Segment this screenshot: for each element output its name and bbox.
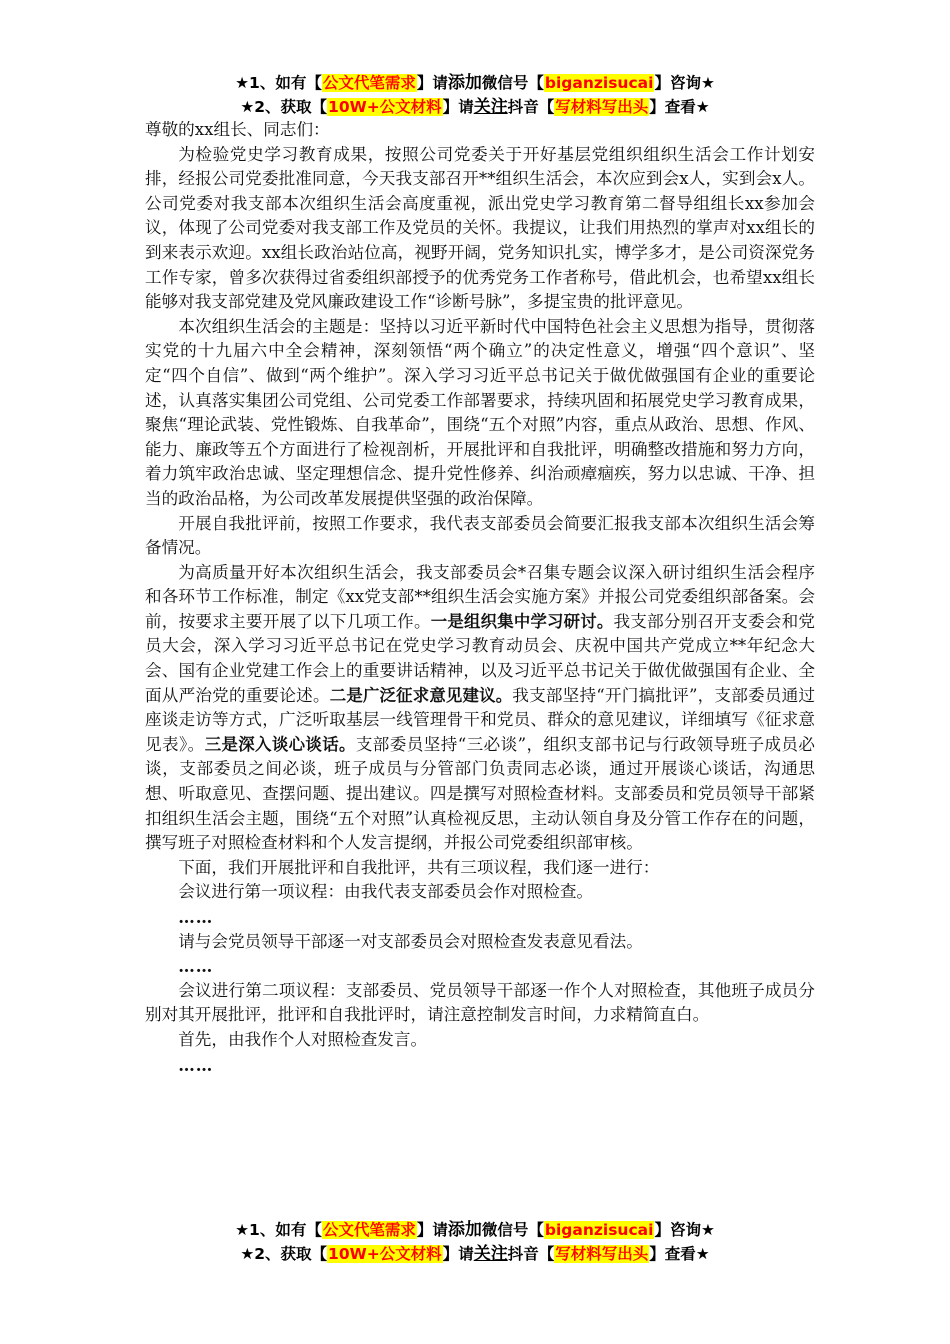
promo-banner-line-1: ★1、如有【公文代笔需求】请添加微信号【biganzisucai】咨询★ — [235, 73, 715, 93]
paragraph-report-intro: 开展自我批评前，按照工作要求，我代表支部委员会简要汇报我支部本次组织生活会筹备情况。 — [145, 513, 815, 558]
paragraph-preparation: 为高质量开好本次组织生活会，我支部委员会*召集专题会议深入研讨组织生活会程序和各环节工作标准，制定《xx党支部**组织生活会实施方案》并报公司党委组织部备案。会前，按要求主要开展了以下几项工作。一是组织集中学习研讨。我支部分别召开支委会和党员大会，深入学习习近平总书记在党史学习教育动员会、庆祝中国共产党成立**年纪念大会、国有企业党建工作会上的重要讲话精神，以及习近平总书记关于做优做强国有企业、全面从严治党的重要论述。二是广泛征求意见建议。我支部坚持“开门搞批评”，支部委员通过座谈走访等方式，广泛听取基层一线管理骨干和党员、群众的意见建议，详细填写《征求意见表》。三是深入谈心谈话。支部委员坚持“三必谈”，组织支部书记与行政领导班子成员必谈，支部委员之间必谈，班子成员与分管部门负责同志必谈，通过开展谈心谈话，沟通思想、听取意见、查摆问题、提出建议。四是撰写对照检查材料。支部委员和党员领导干部紧扣组织生活会主题，围绕“五个对照”认真检视反思，主动认领自身及分管工作存在的问题，撰写班子对照检查材料和个人发言提纲，并报公司党委组织部审核。 — [145, 562, 816, 853]
paragraph-agenda: 下面，我们开展批评和自我批评，共有三项议程，我们逐一进行： — [178, 857, 660, 877]
highlight-materials: 10W+公文材料 — [328, 1245, 442, 1263]
paragraph-item-2: 会议进行第二项议程：支部委员、党员领导干部逐一作个人对照检查，其他班子成员分别对其开展批评，批评和自我批评时，请注意控制发言时间，力求精简直白。 — [145, 980, 815, 1025]
highlight-douyin-account: 写材料写出头 — [555, 98, 649, 116]
salutation: 尊敬的xx组长、同志们： — [145, 120, 330, 139]
paragraph-comments: 请与会党员领导干部逐一对支部委员会对照检查发表意见看法。 — [178, 931, 643, 951]
highlight-service: 公文代笔需求 — [322, 1221, 416, 1239]
highlight-wechat-id: biganzisucai — [544, 74, 654, 92]
paragraph-opening: 为检验党史学习教育成果，按照公司党委关于开好基层党组织组织生活会工作计划安排，经报公司党委批准同意，今天我支部召开**组织生活会，本次应到会x人，实到会x人。公司党委对我支部本次组织生活会高度重视，派出党史学习教育第二督导组组长xx参加会议，体现了公司党委对我支部工作及党员的关怀。我提议，让我们用热烈的掌声对xx组长的到来表示欢迎。xx组长政治站位高，视野开阔，党务知识扎实，博学多才，是公司资深党务工作专家，曾多次获得过省委组织部授予的优秀党务工作者称号，借此机会，也希望xx组长能够对我支部党建及党风廉政建设工作“诊断号脉”，多提宝贵的批评意见。 — [145, 144, 815, 312]
ellipsis-1: …… — [178, 907, 214, 927]
highlight-materials: 10W+公文材料 — [328, 98, 442, 116]
ellipsis-2: …… — [178, 956, 214, 977]
promo-banner-line-2: ★2、获取【10W+公文材料】请关注抖音【写材料写出头】查看★ — [240, 97, 710, 117]
promo-banner-footer-line-2: ★2、获取【10W+公文材料】请关注抖音【写材料写出头】查看★ — [240, 1244, 710, 1264]
promo-banner-footer-line-1: ★1、如有【公文代笔需求】请添加微信号【biganzisucai】咨询★ — [235, 1220, 715, 1240]
highlight-wechat-id: biganzisucai — [544, 1221, 654, 1239]
highlight-douyin-account: 写材料写出头 — [555, 1245, 649, 1263]
paragraph-theme: 本次组织生活会的主题是：坚持以习近平新时代中国特色社会主义思想为指导，贯彻落实党的十九届六中全会精神，深刻领悟“两个确立”的决定性意义，增强“四个意识”、坚定“四个自信”、做到“两个维护”。深入学习习近平总书记关于做优做强国有企业的重要论述，认真落实集团公司党组、公司党委工作部署要求，持续巩固和拓展党史学习教育成果，聚焦“理论武装、党性锻炼、自我革命”，围绕“五个对照”内容，重点从政治、思想、作风、能力、廉政等五个方面进行了检视剖析，开展批评和自我批评，明确整改措施和努力方向，着力筑牢政治忠诚、坚定理想信念、提升党性修养、纠治顽瘴痼疾，努力以忠诚、干净、担当的政治品格，为公司改革发展提供坚强的政治保障。 — [145, 316, 815, 508]
heading-study: 一是组织集中学习研讨。 — [430, 611, 614, 631]
heading-talks: 三是深入谈心谈话。 — [204, 734, 356, 754]
ellipsis-3: …… — [178, 1054, 214, 1075]
paragraph-item-1: 会议进行第一项议程：由我代表支部委员会作对照检查。 — [178, 882, 594, 902]
highlight-service: 公文代笔需求 — [322, 74, 416, 92]
heading-opinions: 二是广泛征求意见建议。 — [329, 685, 513, 705]
paragraph-self-check: 首先，由我作个人对照检查发言。 — [178, 1029, 428, 1049]
speech-body — [145, 118, 815, 1077]
